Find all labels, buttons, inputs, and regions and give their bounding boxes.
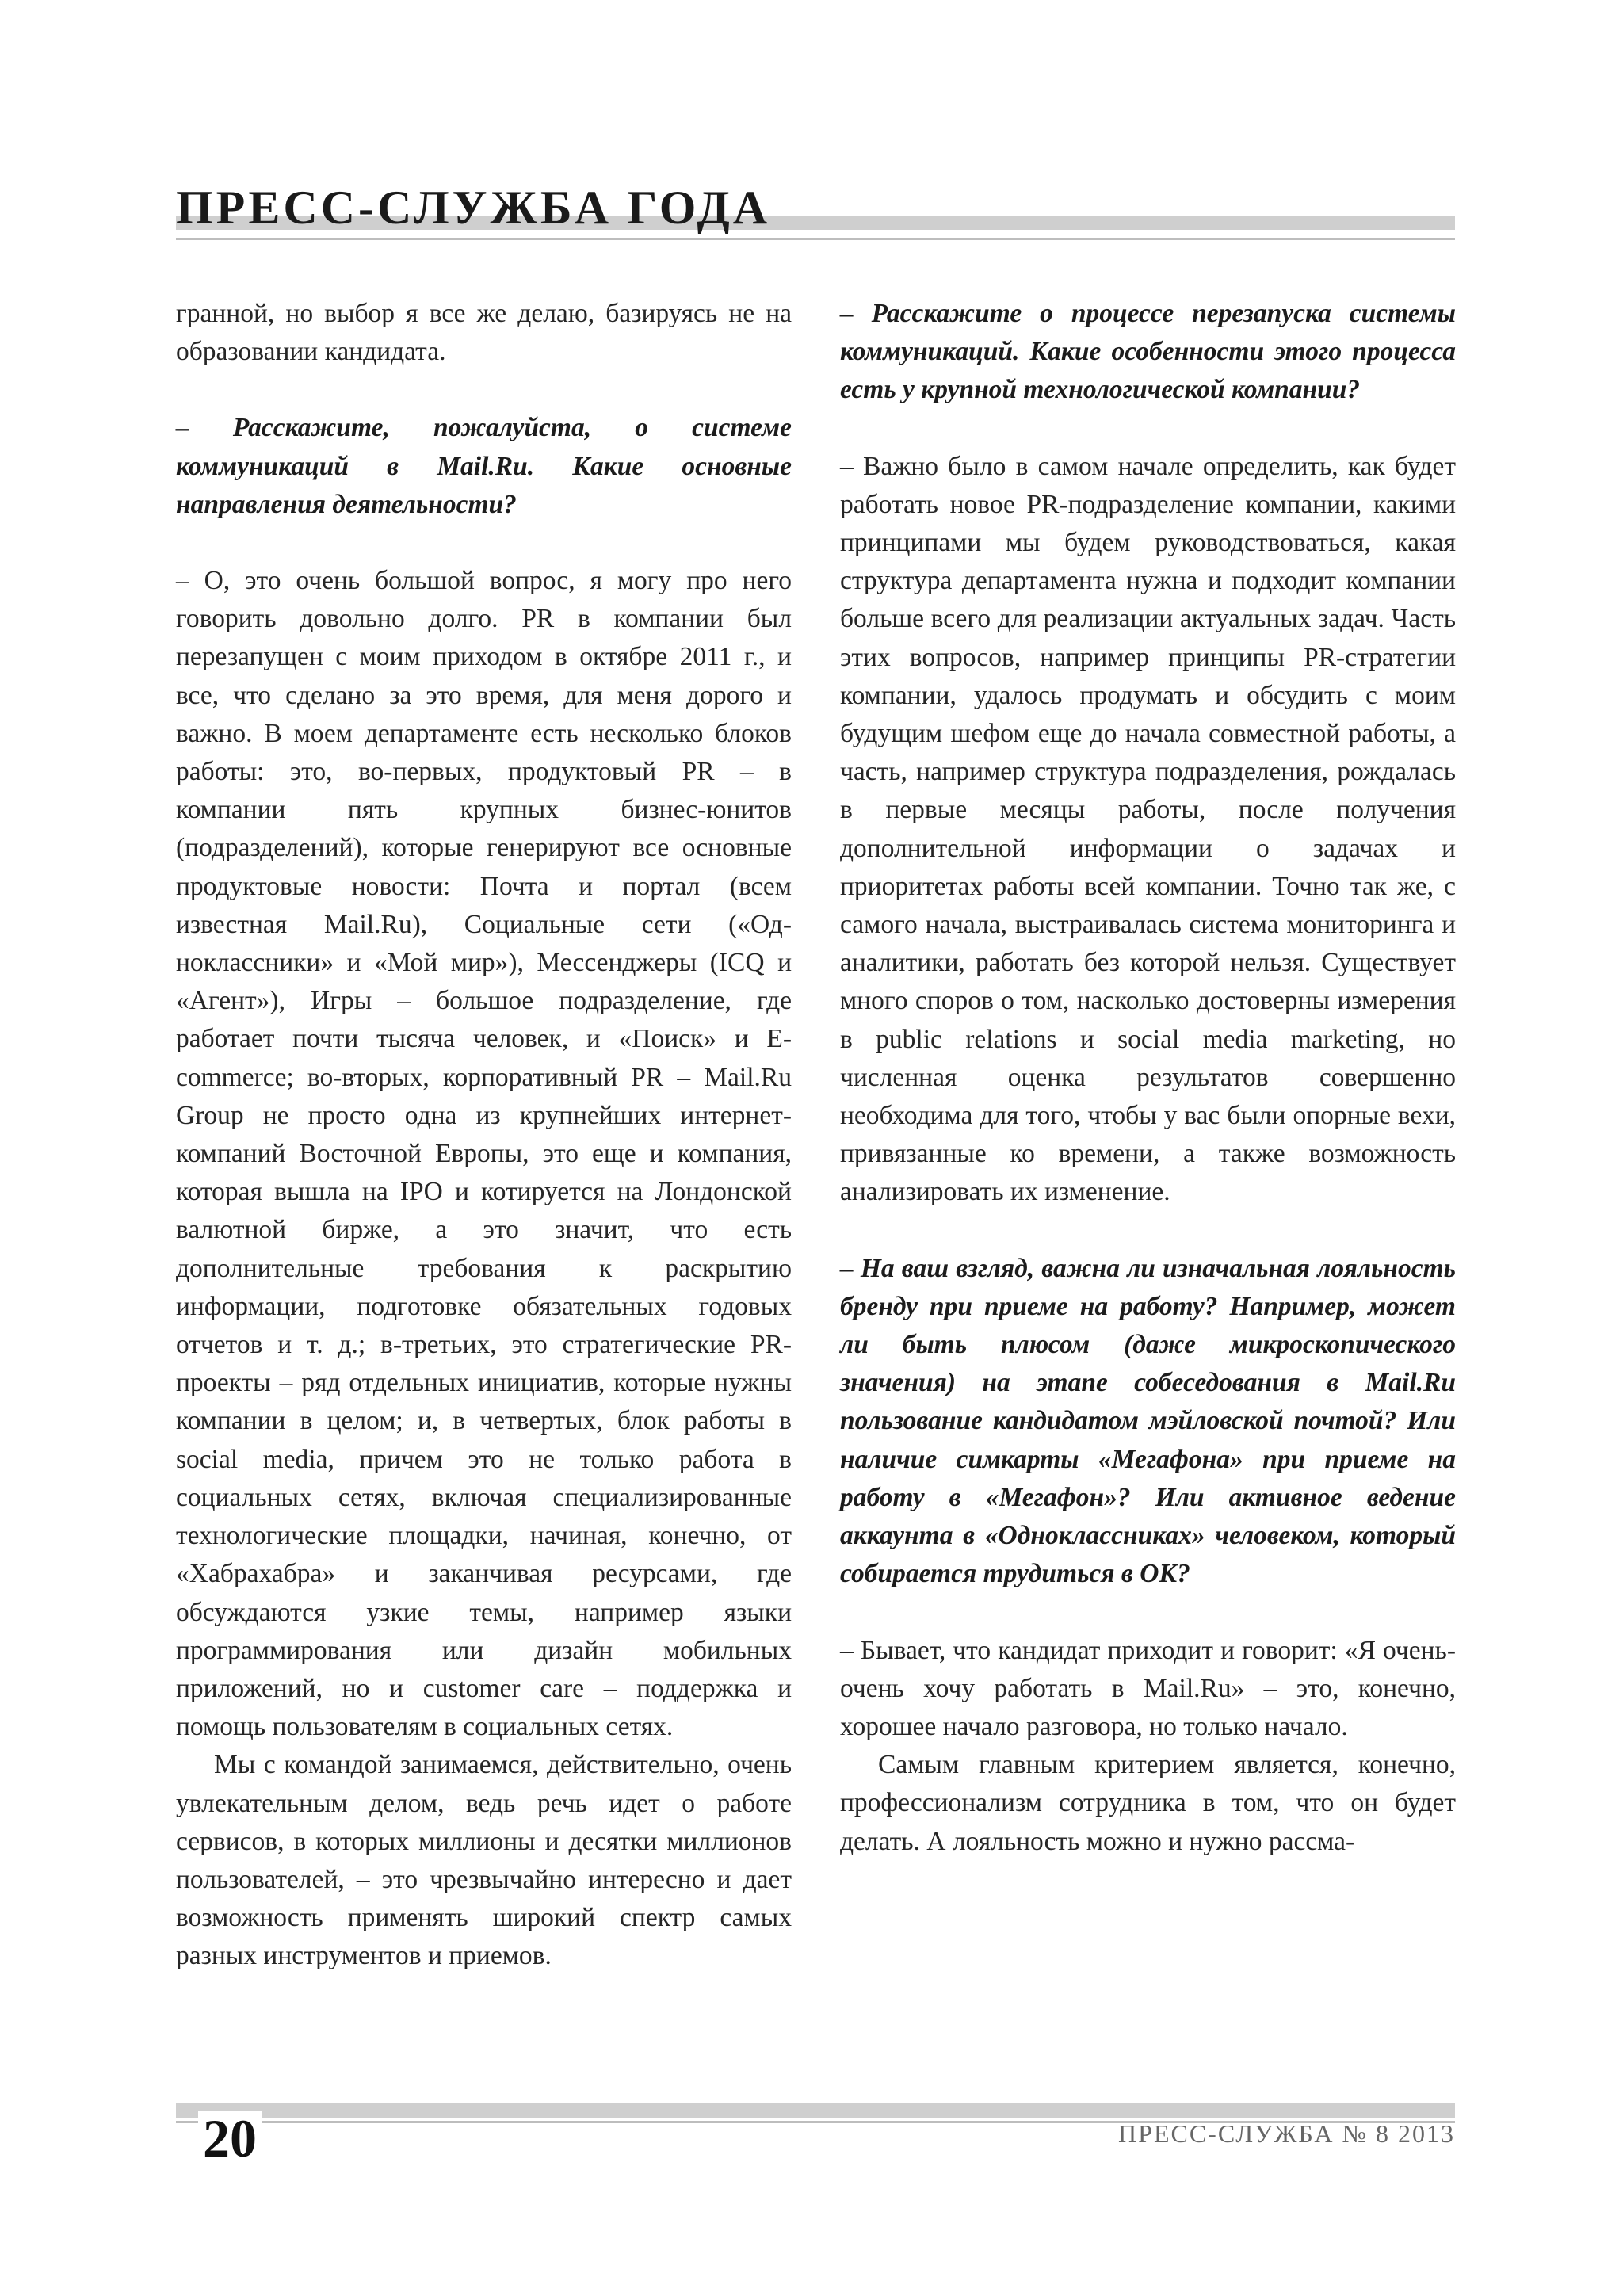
section-title: ПРЕСС-СЛУЖБА ГОДА	[176, 181, 771, 234]
publication-issue: ПРЕСС-СЛУЖБА № 8 2013	[1118, 2119, 1455, 2148]
header-rule-thin	[176, 238, 1455, 240]
footer-rule-thick	[176, 2103, 1455, 2118]
paragraph: – Бывает, что кандидат приходит и говорит: «Я очень-очень хочу работать в Mail.Ru» – это, конечно, хорошее начало разговора, но только начало.	[840, 1635, 1456, 1741]
paragraph: гранной, но выбор я все же делаю, базируясь не на образовании кандидата.	[176, 299, 792, 367]
left-column	[176, 295, 792, 1976]
right-column	[840, 295, 1456, 1861]
paragraph: – О, это очень большой вопрос, я могу про него говорить довольно долго. PR в компании был перезапущен с моим приходом в октябре 2011 г., и все, что сделано за это время, для меня дорого и важно. В моем департаменте есть несколько блоков работы: это, во-первых, продуктовый PR – в компании пять крупных бизнес-юнитов (подразделений), которые генерируют все основные продуктовые новости: Почта и портал (всем известная Mail.Ru), Социальные сети («Одноклассники» и «Мой мир»), Мессенджеры (ICQ и «Агент»), Игры – большое подразделение, где работает почти тысяча человек, и «Поиск» и E-commerce; во-вторых, корпоративный PR – Mail.Ru Group не просто одна из крупнейших интернет-компаний Восточной Европы, это еще и компания, которая вышла на IPO и котируется на Лондонской валютной бирже, а это значит, что есть дополнительные требования к раскрытию информации, подготовке обязательных годовых отчетов и т. д.; в-третьих, это стратегические PR-проекты – ряд отдельных инициатив, которые нужны компании в целом; и, в четвертых, блок работы в social media, причем это не только работа в социальных сетях, включая специализированные технологические площадки, начиная, конечно, от «Хабрахабра» и заканчивая ресурсами, где обсуждаются узкие темы, например языки программирования или дизайн мобильных приложений, но и customer care – поддержка и помощь пользователям в социальных сетях.	[176, 566, 792, 1742]
paragraph: Самым главным критерием является, конечно, профессионализм сотрудника в том, что он будет делать. А лояльность можно и нужно рассма-	[840, 1750, 1456, 1856]
interview-question: – Расскажите, пожалуйста, о системе коммуникаций в Mail.Ru. Какие основные направления деятельности?	[176, 413, 792, 519]
interview-question: – На ваш взгляд, важна ли изначальная лояльность бренду при приеме на работу? Например, может ли быть плюсом (даже микроскопического значения) на этапе собеседования в Mail.Ru пользование кандидатом мэйловской почтой? Или наличие симкарты «Мегафона» при приеме на работу в «Мегафон»? Или активное ведение аккаунта в «Одноклассниках» человеком, который собирается трудиться в ОК?	[840, 1253, 1456, 1589]
interview-question: – Расскажите о процессе перезапуска системы коммуникаций. Какие особенности этого процесса есть у крупной технологической компании?	[840, 299, 1456, 405]
paragraph: – Важно было в самом начале определить, как будет работать новое PR-подразделение компании, какими принципами мы будем руководствоваться, какая структура департамента нужна и подходит компании больше всего для реализации актуальных задач. Часть этих вопросов, например принципы PR-стратегии компании, удалось продумать и обсудить с моим будущим шефом еще до начала совместной работы, а часть, например структура подразделения, рождалась в первые месяцы работы, после получения дополнительной информации о задачах и приоритетах работы всей компании. Точно так же, с самого начала, выстраивалась система мониторинга и аналитики, работать без которой нельзя. Существует много споров о том, насколько достоверны измерения в public relations и social media marketing, но численная оценка результатов совершенно необходима для того, чтобы у вас были опорные вехи, привязанные ко времени, а также возможность анализировать их изменение.	[840, 451, 1456, 1207]
paragraph: Мы с командой занимаемся, действительно, очень увлекательным делом, ведь речь идет о работе сервисов, в которых миллионы и десятки миллионов пользователей, – это чрезвычайно интересно и дает возможность применять широкий спектр самых разных инструментов и приемов.	[176, 1750, 792, 1971]
page-number: 20	[198, 2111, 262, 2165]
